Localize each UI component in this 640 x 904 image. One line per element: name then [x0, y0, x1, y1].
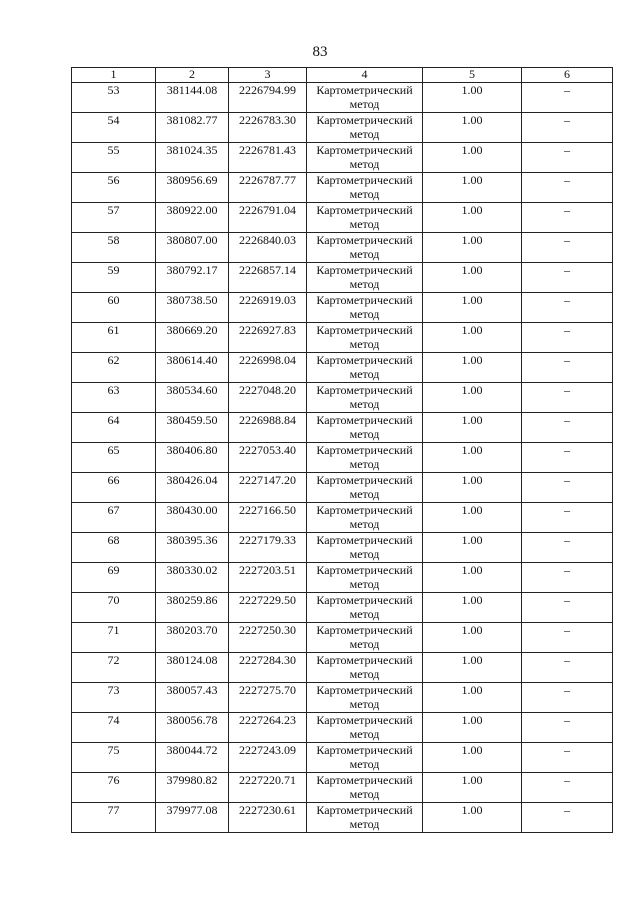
y-coordinate-cell: 2227220.71	[229, 773, 307, 803]
precision-cell: 1.00	[423, 143, 522, 173]
method-cell: Картометрический метод	[307, 443, 423, 473]
point-number-cell: 65	[72, 443, 156, 473]
method-cell: Картометрический метод	[307, 563, 423, 593]
column-header-1: 1	[72, 68, 156, 83]
note-cell: –	[522, 353, 613, 383]
point-number-cell: 54	[72, 113, 156, 143]
point-number-cell: 77	[72, 803, 156, 833]
y-coordinate-cell: 2226840.03	[229, 233, 307, 263]
y-coordinate-cell: 2227250.30	[229, 623, 307, 653]
note-cell: –	[522, 683, 613, 713]
x-coordinate-cell: 380534.60	[156, 383, 229, 413]
point-number-cell: 71	[72, 623, 156, 653]
x-coordinate-cell: 380057.43	[156, 683, 229, 713]
table-row	[72, 503, 613, 533]
precision-cell: 1.00	[423, 263, 522, 293]
y-coordinate-cell: 2227179.33	[229, 533, 307, 563]
y-coordinate-cell: 2227243.09	[229, 743, 307, 773]
table-row	[72, 593, 613, 623]
point-number-cell: 68	[72, 533, 156, 563]
x-coordinate-cell: 380807.00	[156, 233, 229, 263]
x-coordinate-cell: 380669.20	[156, 323, 229, 353]
table-row	[72, 683, 613, 713]
note-cell: –	[522, 533, 613, 563]
note-cell: –	[522, 623, 613, 653]
note-cell: –	[522, 413, 613, 443]
x-coordinate-cell: 380203.70	[156, 623, 229, 653]
y-coordinate-cell: 2226794.99	[229, 83, 307, 113]
precision-cell: 1.00	[423, 353, 522, 383]
x-coordinate-cell: 379977.08	[156, 803, 229, 833]
point-number-cell: 67	[72, 503, 156, 533]
method-cell: Картометрический метод	[307, 593, 423, 623]
x-coordinate-cell: 380792.17	[156, 263, 229, 293]
y-coordinate-cell: 2226783.30	[229, 113, 307, 143]
precision-cell: 1.00	[423, 443, 522, 473]
point-number-cell: 72	[72, 653, 156, 683]
y-coordinate-cell: 2226998.04	[229, 353, 307, 383]
precision-cell: 1.00	[423, 743, 522, 773]
note-cell: –	[522, 143, 613, 173]
method-cell: Картометрический метод	[307, 803, 423, 833]
y-coordinate-cell: 2226919.03	[229, 293, 307, 323]
table-row	[72, 443, 613, 473]
x-coordinate-cell: 380259.86	[156, 593, 229, 623]
point-number-cell: 59	[72, 263, 156, 293]
column-header-2: 2	[156, 68, 229, 83]
column-header-6: 6	[522, 68, 613, 83]
y-coordinate-cell: 2227147.20	[229, 473, 307, 503]
note-cell: –	[522, 653, 613, 683]
precision-cell: 1.00	[423, 413, 522, 443]
x-coordinate-cell: 380330.02	[156, 563, 229, 593]
precision-cell: 1.00	[423, 503, 522, 533]
y-coordinate-cell: 2226791.04	[229, 203, 307, 233]
method-cell: Картометрический метод	[307, 743, 423, 773]
note-cell: –	[522, 113, 613, 143]
table-row	[72, 323, 613, 353]
x-coordinate-cell: 380956.69	[156, 173, 229, 203]
method-cell: Картометрический метод	[307, 353, 423, 383]
note-cell: –	[522, 173, 613, 203]
table-row	[72, 653, 613, 683]
point-number-cell: 61	[72, 323, 156, 353]
point-number-cell: 73	[72, 683, 156, 713]
note-cell: –	[522, 233, 613, 263]
point-number-cell: 76	[72, 773, 156, 803]
table-body	[72, 83, 613, 833]
table-row	[72, 473, 613, 503]
x-coordinate-cell: 380124.08	[156, 653, 229, 683]
x-coordinate-cell: 380738.50	[156, 293, 229, 323]
table-row	[72, 383, 613, 413]
table-row	[72, 563, 613, 593]
method-cell: Картометрический метод	[307, 773, 423, 803]
table-row	[72, 263, 613, 293]
x-coordinate-cell: 380406.80	[156, 443, 229, 473]
point-number-cell: 66	[72, 473, 156, 503]
point-number-cell: 69	[72, 563, 156, 593]
precision-cell: 1.00	[423, 113, 522, 143]
x-coordinate-cell: 380430.00	[156, 503, 229, 533]
table-row	[72, 113, 613, 143]
table-row	[72, 773, 613, 803]
table-row	[72, 203, 613, 233]
note-cell: –	[522, 503, 613, 533]
precision-cell: 1.00	[423, 683, 522, 713]
point-number-cell: 57	[72, 203, 156, 233]
y-coordinate-cell: 2226988.84	[229, 413, 307, 443]
precision-cell: 1.00	[423, 623, 522, 653]
column-header-3: 3	[229, 68, 307, 83]
note-cell: –	[522, 743, 613, 773]
point-number-cell: 60	[72, 293, 156, 323]
x-coordinate-cell: 381082.77	[156, 113, 229, 143]
column-header-4: 4	[307, 68, 423, 83]
point-number-cell: 62	[72, 353, 156, 383]
note-cell: –	[522, 773, 613, 803]
point-number-cell: 74	[72, 713, 156, 743]
precision-cell: 1.00	[423, 233, 522, 263]
note-cell: –	[522, 713, 613, 743]
x-coordinate-cell: 381144.08	[156, 83, 229, 113]
header-row	[72, 68, 613, 83]
x-coordinate-cell: 381024.35	[156, 143, 229, 173]
note-cell: –	[522, 593, 613, 623]
precision-cell: 1.00	[423, 803, 522, 833]
method-cell: Картометрический метод	[307, 383, 423, 413]
method-cell: Картометрический метод	[307, 323, 423, 353]
y-coordinate-cell: 2227229.50	[229, 593, 307, 623]
y-coordinate-cell: 2227284.30	[229, 653, 307, 683]
precision-cell: 1.00	[423, 713, 522, 743]
method-cell: Картометрический метод	[307, 413, 423, 443]
precision-cell: 1.00	[423, 203, 522, 233]
note-cell: –	[522, 473, 613, 503]
table-header	[72, 68, 613, 83]
x-coordinate-cell: 380459.50	[156, 413, 229, 443]
method-cell: Картометрический метод	[307, 473, 423, 503]
precision-cell: 1.00	[423, 293, 522, 323]
note-cell: –	[522, 803, 613, 833]
method-cell: Картометрический метод	[307, 683, 423, 713]
precision-cell: 1.00	[423, 773, 522, 803]
y-coordinate-cell: 2227053.40	[229, 443, 307, 473]
method-cell: Картометрический метод	[307, 503, 423, 533]
y-coordinate-cell: 2226857.14	[229, 263, 307, 293]
table-row	[72, 623, 613, 653]
precision-cell: 1.00	[423, 593, 522, 623]
y-coordinate-cell: 2227048.20	[229, 383, 307, 413]
precision-cell: 1.00	[423, 83, 522, 113]
point-number-cell: 70	[72, 593, 156, 623]
note-cell: –	[522, 323, 613, 353]
table-row	[72, 233, 613, 263]
method-cell: Картометрический метод	[307, 713, 423, 743]
y-coordinate-cell: 2227230.61	[229, 803, 307, 833]
table-row	[72, 293, 613, 323]
note-cell: –	[522, 293, 613, 323]
point-number-cell: 56	[72, 173, 156, 203]
method-cell: Картометрический метод	[307, 83, 423, 113]
x-coordinate-cell: 380395.36	[156, 533, 229, 563]
table-row	[72, 353, 613, 383]
note-cell: –	[522, 563, 613, 593]
note-cell: –	[522, 443, 613, 473]
x-coordinate-cell: 380426.04	[156, 473, 229, 503]
y-coordinate-cell: 2226927.83	[229, 323, 307, 353]
method-cell: Картометрический метод	[307, 293, 423, 323]
y-coordinate-cell: 2227203.51	[229, 563, 307, 593]
point-number-cell: 75	[72, 743, 156, 773]
method-cell: Картометрический метод	[307, 113, 423, 143]
table-row	[72, 713, 613, 743]
precision-cell: 1.00	[423, 383, 522, 413]
note-cell: –	[522, 263, 613, 293]
x-coordinate-cell: 380614.40	[156, 353, 229, 383]
y-coordinate-cell: 2226781.43	[229, 143, 307, 173]
x-coordinate-cell: 380044.72	[156, 743, 229, 773]
method-cell: Картометрический метод	[307, 263, 423, 293]
note-cell: –	[522, 383, 613, 413]
point-number-cell: 64	[72, 413, 156, 443]
column-header-5: 5	[423, 68, 522, 83]
method-cell: Картометрический метод	[307, 233, 423, 263]
coordinates-table	[71, 67, 613, 833]
method-cell: Картометрический метод	[307, 533, 423, 563]
note-cell: –	[522, 203, 613, 233]
point-number-cell: 53	[72, 83, 156, 113]
table-row	[72, 83, 613, 113]
x-coordinate-cell: 380922.00	[156, 203, 229, 233]
table-row	[72, 413, 613, 443]
precision-cell: 1.00	[423, 563, 522, 593]
x-coordinate-cell: 379980.82	[156, 773, 229, 803]
page-number: 83	[312, 44, 328, 60]
table-row	[72, 143, 613, 173]
y-coordinate-cell: 2227264.23	[229, 713, 307, 743]
point-number-cell: 58	[72, 233, 156, 263]
precision-cell: 1.00	[423, 323, 522, 353]
point-number-cell: 55	[72, 143, 156, 173]
table-row	[72, 173, 613, 203]
method-cell: Картометрический метод	[307, 143, 423, 173]
x-coordinate-cell: 380056.78	[156, 713, 229, 743]
point-number-cell: 63	[72, 383, 156, 413]
note-cell: –	[522, 83, 613, 113]
table-row	[72, 803, 613, 833]
precision-cell: 1.00	[423, 173, 522, 203]
precision-cell: 1.00	[423, 653, 522, 683]
table-row	[72, 743, 613, 773]
method-cell: Картометрический метод	[307, 203, 423, 233]
y-coordinate-cell: 2227275.70	[229, 683, 307, 713]
precision-cell: 1.00	[423, 473, 522, 503]
method-cell: Картометрический метод	[307, 653, 423, 683]
method-cell: Картометрический метод	[307, 623, 423, 653]
precision-cell: 1.00	[423, 533, 522, 563]
table-row	[72, 533, 613, 563]
method-cell: Картометрический метод	[307, 173, 423, 203]
y-coordinate-cell: 2226787.77	[229, 173, 307, 203]
y-coordinate-cell: 2227166.50	[229, 503, 307, 533]
